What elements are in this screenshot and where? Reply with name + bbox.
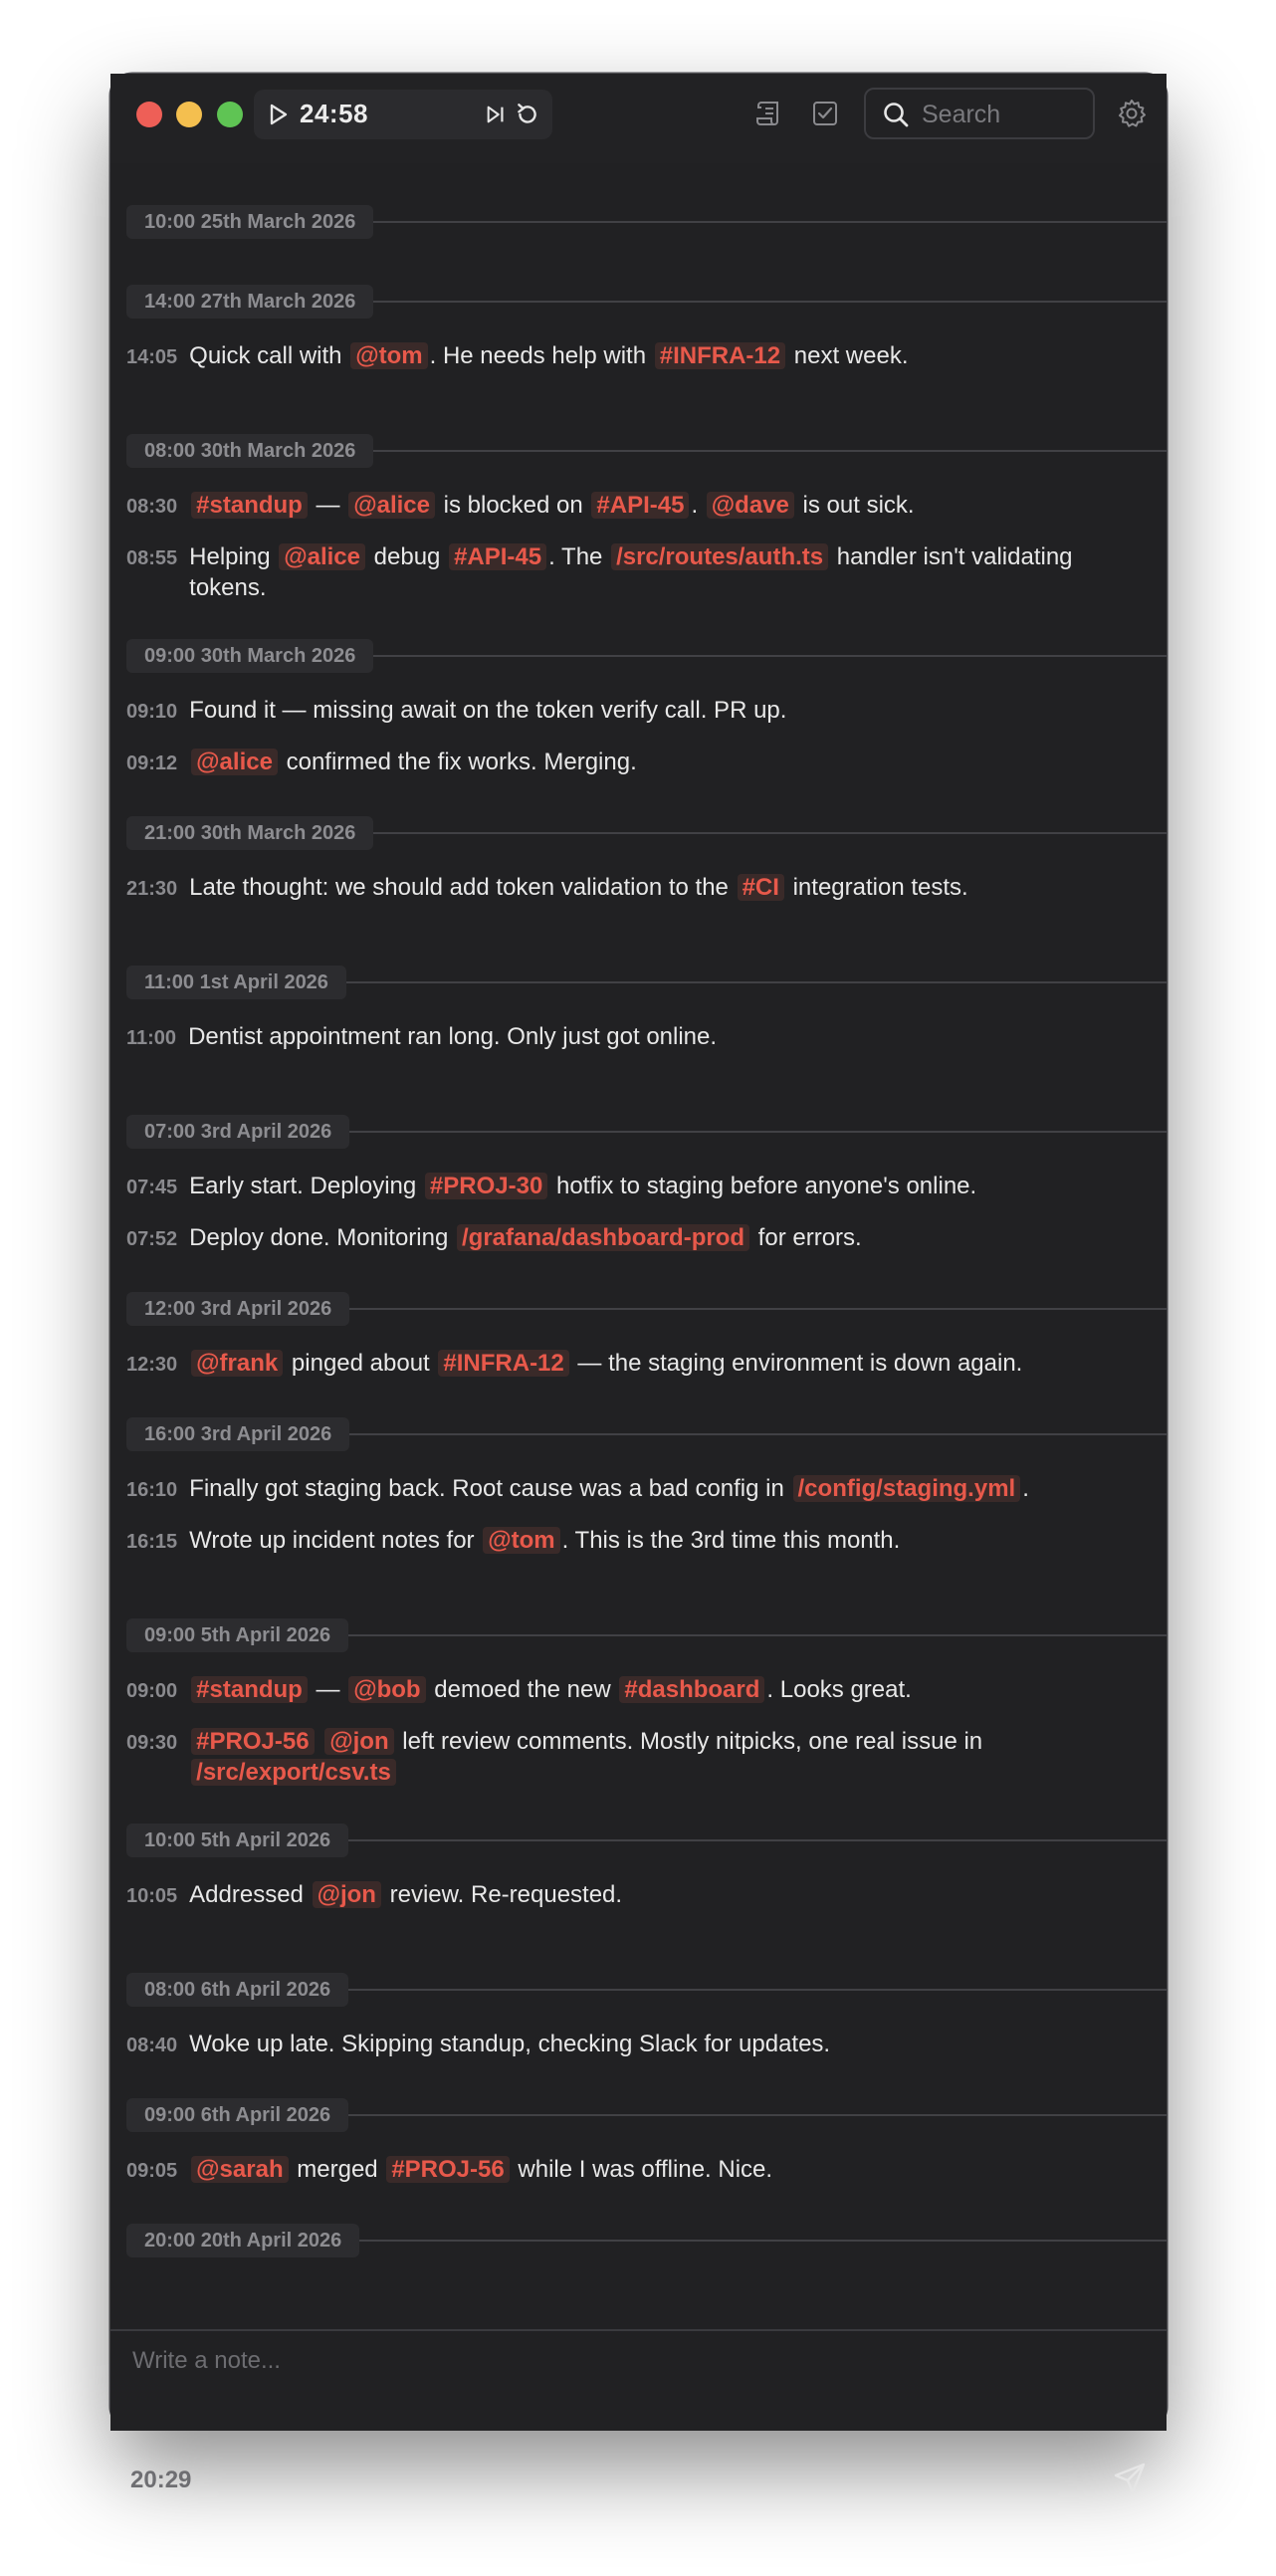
note-entry[interactable] (126, 1674, 1107, 1707)
text-span: integration tests. (785, 874, 968, 901)
note-entry[interactable] (126, 2154, 1107, 2187)
note-entry[interactable] (126, 1525, 1107, 1558)
gear-icon[interactable] (1116, 98, 1148, 129)
tag-chip[interactable]: @tom (350, 342, 427, 369)
text-span: merged (290, 2156, 385, 2183)
reset-icon[interactable] (515, 102, 540, 127)
text-span: . The (548, 543, 610, 570)
note-entry[interactable] (126, 2029, 1107, 2061)
text-span: for errors. (751, 1224, 862, 1251)
text-span: hotfix to staging before anyone's online. (549, 1173, 977, 1199)
zoom-window-button[interactable] (217, 102, 243, 127)
close-window-button[interactable] (136, 102, 162, 127)
timestamp-header: 21:00 30th March 2026 (126, 816, 373, 850)
text-span: handler isn't validating tokens. (189, 543, 1080, 601)
entry-text (189, 1674, 1107, 1705)
text-span: Finally got staging back. Root cause was a bad config in (189, 1475, 791, 1502)
tag-chip[interactable]: #standup (191, 492, 308, 519)
tag-chip[interactable]: @bob (348, 1676, 425, 1703)
entry-text (189, 1726, 1107, 1788)
text-span: Found it — missing await on the token verify call. PR up. (189, 697, 787, 724)
timestamp-header: 11:00 1st April 2026 (126, 966, 346, 999)
entry-time: 14:05 (126, 346, 178, 368)
text-span: debug (367, 543, 448, 570)
search-icon (882, 101, 910, 128)
entry-time: 16:10 (126, 1479, 178, 1501)
note-entry[interactable] (126, 872, 1107, 905)
entry-text (189, 747, 1107, 777)
note-entry[interactable] (126, 747, 1107, 779)
text-span: is blocked on (436, 492, 590, 519)
text-span: pinged about (285, 1350, 437, 1377)
title-bar (110, 74, 1167, 163)
timer-display: 24:58 (300, 99, 368, 128)
entry-text (189, 490, 1107, 521)
timestamp-header: 16:00 3rd April 2026 (126, 1417, 349, 1451)
entry-text (189, 695, 1107, 726)
tag-chip[interactable]: @sarah (191, 2156, 288, 2183)
note-entry[interactable] (126, 1222, 1107, 1255)
entry-text (189, 1348, 1107, 1379)
tag-chip[interactable]: #INFRA-12 (438, 1350, 568, 1377)
play-icon[interactable] (266, 103, 290, 126)
tag-chip[interactable]: #PROJ-56 (386, 2156, 509, 2183)
timestamp-header: 10:00 5th April 2026 (126, 1824, 348, 1857)
timestamp-header: 14:00 27th March 2026 (126, 285, 373, 319)
tag-chip[interactable]: #dashboard (619, 1676, 764, 1703)
tag-chip[interactable]: #PROJ-56 (191, 1728, 314, 1755)
entry-time: 09:12 (126, 752, 178, 774)
tag-chip[interactable]: #API-45 (449, 543, 546, 570)
timestamp-header: 12:00 3rd April 2026 (126, 1292, 349, 1326)
entry-text (189, 1171, 1107, 1201)
entry-time: 09:30 (126, 1732, 178, 1754)
text-span: next week. (787, 342, 909, 369)
send-icon[interactable] (1112, 2461, 1148, 2496)
tag-chip[interactable]: @alice (191, 749, 278, 775)
minimize-window-button[interactable] (176, 102, 202, 127)
entry-time: 11:00 (126, 1027, 177, 1049)
tag-chip[interactable]: @frank (191, 1350, 283, 1377)
search-box[interactable] (864, 88, 1095, 139)
entry-text (188, 1021, 1107, 1052)
text-span: . This is the 3rd time this month. (561, 1527, 901, 1554)
text-span: Quick call with (189, 342, 349, 369)
note-entry[interactable] (126, 490, 1107, 523)
scroll-icon[interactable] (753, 98, 785, 129)
note-entry[interactable] (126, 695, 1107, 728)
entry-time: 10:05 (126, 1885, 178, 1907)
text-span: Wrote up incident notes for (189, 1527, 482, 1554)
tag-chip[interactable]: @alice (348, 492, 435, 519)
entry-time: 07:45 (126, 1177, 178, 1198)
entry-time: 09:05 (126, 2160, 178, 2182)
text-span: . (691, 492, 705, 519)
tag-chip[interactable]: /src/export/csv.ts (191, 1759, 396, 1786)
search-input[interactable] (920, 96, 1088, 133)
app-window (110, 74, 1167, 2493)
entry-time: 09:10 (126, 701, 178, 723)
note-entry[interactable] (126, 1171, 1107, 1203)
tag-chip[interactable]: #PROJ-30 (425, 1173, 547, 1199)
text-span: is out sick. (795, 492, 915, 519)
entry-time: 08:30 (126, 496, 178, 518)
text-span: Deploy done. Monitoring (189, 1224, 455, 1251)
text-span: Dentist appointment ran long. Only just got online. (188, 1023, 718, 1050)
entry-time: 08:40 (126, 2035, 178, 2056)
text-span: — (309, 1676, 347, 1703)
text-span: demoed the new (427, 1676, 618, 1703)
text-span: confirmed the fix works. Merging. (279, 749, 637, 775)
note-entry[interactable] (126, 1879, 1107, 1912)
tag-chip[interactable]: @dave (707, 492, 794, 519)
entry-time: 16:15 (126, 1531, 178, 1553)
text-span: Late thought: we should add token validation to the (189, 874, 736, 901)
text-span: — (309, 492, 347, 519)
timestamp-header: 20:00 20th April 2026 (126, 2224, 359, 2257)
entry-text (189, 1473, 1107, 1504)
text-span: Early start. Deploying (189, 1173, 423, 1199)
tag-chip[interactable]: #standup (191, 1676, 308, 1703)
text-span: Woke up late. Skipping standup, checking Slack for updates. (189, 2031, 831, 2057)
entry-time: 21:30 (126, 878, 178, 900)
tag-chip[interactable]: #API-45 (591, 492, 689, 519)
entry-time: 12:30 (126, 1354, 178, 1376)
timestamp-header: 09:00 5th April 2026 (126, 1618, 348, 1652)
text-span: left review comments. Mostly nitpicks, one real issue in (395, 1728, 989, 1755)
entry-text (189, 1222, 1107, 1253)
text-span: review. Re-requested. (382, 1881, 623, 1908)
timer-control (254, 90, 552, 139)
tag-chip[interactable]: @tom (483, 1527, 559, 1554)
text-span: Addressed (189, 1881, 311, 1908)
tag-chip[interactable]: @jon (324, 1728, 393, 1755)
checkbox-icon[interactable] (809, 98, 841, 129)
tag-chip[interactable]: /src/routes/auth.ts (611, 543, 828, 570)
note-input[interactable] (130, 2345, 1130, 2389)
entry-time: 07:52 (126, 1228, 178, 1250)
composer (110, 2329, 1167, 2493)
note-entry[interactable] (126, 340, 1107, 373)
text-span (317, 1728, 323, 1755)
entry-text (189, 1879, 1107, 1910)
tag-chip[interactable]: @jon (313, 1881, 381, 1908)
tag-chip[interactable]: /config/staging.yml (793, 1475, 1021, 1502)
timestamp-header: 08:00 6th April 2026 (126, 1973, 348, 2007)
text-span: Helping (189, 543, 278, 570)
notes-feed[interactable] (110, 163, 1167, 2329)
entry-text (189, 541, 1107, 603)
timestamp-header: 09:00 30th March 2026 (126, 639, 373, 673)
entry-text (189, 872, 1107, 903)
entry-text (189, 340, 1107, 371)
entry-text (189, 1525, 1107, 1556)
text-span: . Looks great. (766, 1676, 912, 1703)
note-entry[interactable] (126, 1021, 1107, 1054)
timestamp-header: 07:00 3rd April 2026 (126, 1115, 349, 1149)
text-span: . (1022, 1475, 1029, 1502)
tag-chip[interactable]: #INFRA-12 (655, 342, 785, 369)
text-span: while I was offline. Nice. (511, 2156, 773, 2183)
entry-time: 08:55 (126, 547, 178, 569)
tag-chip[interactable]: #CI (738, 874, 784, 901)
entry-time: 09:00 (126, 1680, 178, 1702)
text-span: . He needs help with (429, 342, 653, 369)
current-time: 20:29 (130, 2467, 192, 2493)
note-entry[interactable] (126, 1473, 1107, 1506)
timestamp-header: 09:00 6th April 2026 (126, 2098, 348, 2132)
tag-chip[interactable]: @alice (279, 543, 365, 570)
timestamp-header: 08:00 30th March 2026 (126, 434, 373, 468)
entry-text (189, 2029, 1107, 2059)
text-span: — the staging environment is down again. (570, 1350, 1023, 1377)
note-entry[interactable] (126, 1726, 1107, 1788)
note-entry[interactable] (126, 1348, 1107, 1381)
entry-text (189, 2154, 1107, 2185)
tag-chip[interactable]: /grafana/dashboard-prod (457, 1224, 749, 1251)
note-entry[interactable] (126, 541, 1107, 603)
timestamp-header: 10:00 25th March 2026 (126, 205, 373, 239)
skip-forward-icon[interactable] (485, 104, 507, 125)
